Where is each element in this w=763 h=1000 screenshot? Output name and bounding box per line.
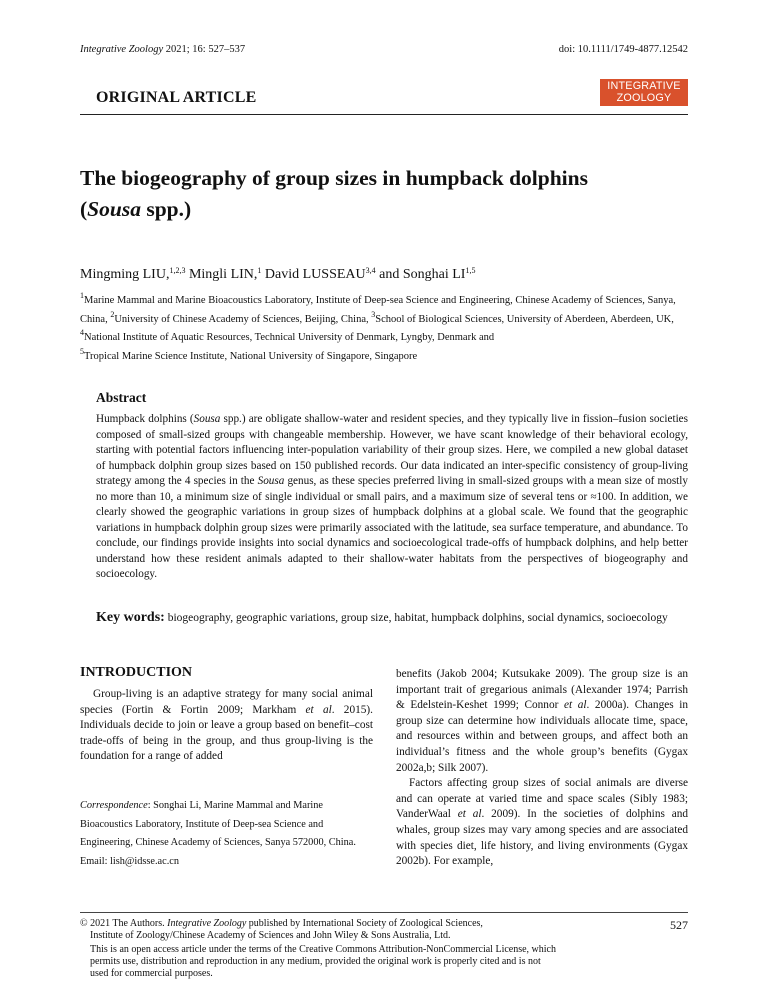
title-genus: Sousa (87, 197, 141, 221)
doi-link[interactable]: doi: 10.1111/1749-4877.12542 (558, 44, 688, 55)
text: . 2009). In the societies of dolphins and whales, group sizes may vary among species and are associated with species diet, life history, and living environments (Gygax 2002b). For example, (396, 808, 689, 868)
journal-details: 2021; 16: 527–537 (163, 44, 246, 55)
affiliation: School of Biological Sciences, University of Aberdeen, Aberdeen, UK, (375, 313, 674, 325)
author-list (80, 267, 475, 283)
correspondence-label: Correspondence (80, 800, 148, 811)
author-name: Mingli LIN, (185, 267, 258, 282)
text: . 2015). Individuals decide to join or leave a group based on benefit–cost trade-offs of being in the group, and thus group-living is the foundation for a range of added (80, 703, 373, 763)
right-column (396, 667, 688, 870)
text: Institute of Zoology/Chinese Academy of Sciences and John Wiley & Sons Australia, Ltd. (90, 930, 451, 941)
affil-sup: 5 (80, 346, 84, 356)
author-affil-sup: 1,2,3 (169, 266, 186, 275)
keywords-label: Key words: (96, 610, 165, 625)
affil-sup: 2 (110, 309, 115, 319)
correspondence-email[interactable]: Email: lish@idsse.ac.cn (80, 855, 179, 867)
author-affil-sup: 1,5 (465, 266, 476, 275)
page-number: 527 (670, 918, 688, 932)
author (185, 267, 261, 282)
journal-reference (80, 44, 245, 55)
copyright-notice (80, 918, 560, 942)
author-affil-sup: 1 (257, 266, 262, 275)
keywords-text: biogeography, geographic variations, group size, habitat, humpback dolphins, social dynamics, socioecology (164, 612, 668, 624)
affiliation: Tropical Marine Science Institute, National University of Singapore, Singapore (84, 350, 418, 362)
journal-logo (600, 79, 688, 106)
section-label: ORIGINAL ARTICLE (96, 89, 257, 106)
affiliation: University of Chinese Academy of Sciences, Beijing, China, (114, 313, 372, 325)
paragraph (396, 667, 688, 776)
abstract-body (96, 412, 688, 583)
keywords (96, 608, 688, 628)
abstract-genus: Sousa (193, 413, 221, 425)
logo-line-2: ZOOLOGY (616, 92, 672, 104)
emphasis: et al (563, 699, 587, 712)
author-name: David LUSSEAU (261, 267, 366, 282)
journal-name: Integrative Zoology (167, 918, 247, 929)
title-line-1: The biogeography of group sizes in humpback dolphins (80, 166, 588, 190)
correspondence-text: : Songhai Li, Marine Mammal and Marine Bioacoustics Laboratory, Institute of Deep-sea Science and Engineering, Chinese Academy of Sciences, Sanya 572000, China. (80, 800, 356, 849)
footer-divider (80, 912, 688, 913)
text: © 2021 The Authors. (80, 918, 168, 929)
abstract-text: Humpback dolphins ( (96, 413, 194, 425)
affiliation: Marine Mammal and Marine Bioacoustics Laboratory, Institute of Deep-sea Science and Engineering, Chinese Academy of Sciences, Sanya, China, (80, 295, 676, 325)
paragraph (396, 776, 688, 870)
author (80, 267, 185, 282)
author-name: Mingming LIU, (80, 267, 170, 282)
affiliation: National Institute of Aquatic Resources, Technical University of Denmark, Lyngby, Denmark and (84, 332, 495, 343)
author-name: and Songhai LI (375, 267, 466, 282)
affil-sup: 4 (80, 328, 84, 337)
paragraph (80, 687, 373, 765)
title-rest: spp.) (140, 197, 192, 221)
license-notice: This is an open access article under the terms of the Creative Commons Attribution-NonCommercial License, which permits use, distribution and reproduction in any medium, provided the original work is properly cited and is not used for commercial purposes. (90, 944, 556, 979)
text: Factors affecting group sizes of social animals are diverse and can operate at varied time and space scales (Sibly 1983; VanderWaal (396, 777, 688, 821)
text: benefits (Jakob 2004; Kutsukake 2009). The group size is an important trait of gregarious animals (Alexander 1974; Parrish & Edelstein-Keshet 1999; Connor (396, 668, 688, 712)
introduction-heading: INTRODUCTION (80, 665, 193, 680)
article-title (80, 163, 680, 225)
author (376, 267, 476, 282)
text: Group-living is an adaptive strategy for many social animal species (Fortin & Fortin 2009; Markham (80, 688, 373, 716)
correspondence-note (80, 797, 373, 871)
abstract-genus: Sousa (257, 475, 285, 487)
abstract-heading: Abstract (96, 390, 147, 405)
author (261, 267, 375, 282)
left-column (80, 687, 373, 765)
logo-line-1: INTEGRATIVE (607, 80, 681, 92)
author-affil-sup: 3,4 (365, 266, 376, 275)
abstract-text: spp.) are obligate shallow-water and resident species, and they typically live in fission–fusion societies composed of small-sized groups with changeable membership. However, we have scant knowledge of their behavioral ecology, starting with potential factors influencing inter-population variability of their group sizes. Here, we compiled a new global dataset of humpback dolphin group sizes based on 150 published records. Our data indicated an inter-specific consistency of group-living strategy among the 4 species in the (96, 413, 688, 487)
affil-sup: 3 (371, 309, 376, 319)
title-paren: ( (80, 197, 88, 221)
header-divider (80, 114, 688, 115)
text: published by International Society of Zoological Sciences, (246, 918, 483, 929)
text: . 2000a). Changes in group size can determine how individuals allocate time, space, and resources within and between groups, and affect both an individual’s fitness and the whole group’s benefits (Gygax 2002a,b; Silk 2007). (396, 699, 689, 774)
abstract-text: genus, as these species preferred living in small-sized groups with a mean size of mostly no more than 10, a minimum size of single individual or small pairs, and a maximum size of several tens or ≈100. In addition, we clearly showed the geographic variations in group sizes of humpback dolphins at a global scale. We found that the geographic variations in humpback dolphin group sizes were primarily associated with the latitude, sea surface temperature, and abundance. To conclude, our findings provide insights into social dynamics and socioecological trade-offs of humpback dolphins, and help better understand how these resident animals adapted to their shallow-water habitats from the perspectives of biogeography and socioecology. (96, 475, 688, 580)
emphasis: et al (305, 703, 332, 716)
affil-sup: 1 (80, 291, 84, 300)
emphasis: et al (457, 808, 482, 821)
affiliations (80, 292, 688, 366)
journal-name: Integrative Zoology (80, 44, 164, 55)
